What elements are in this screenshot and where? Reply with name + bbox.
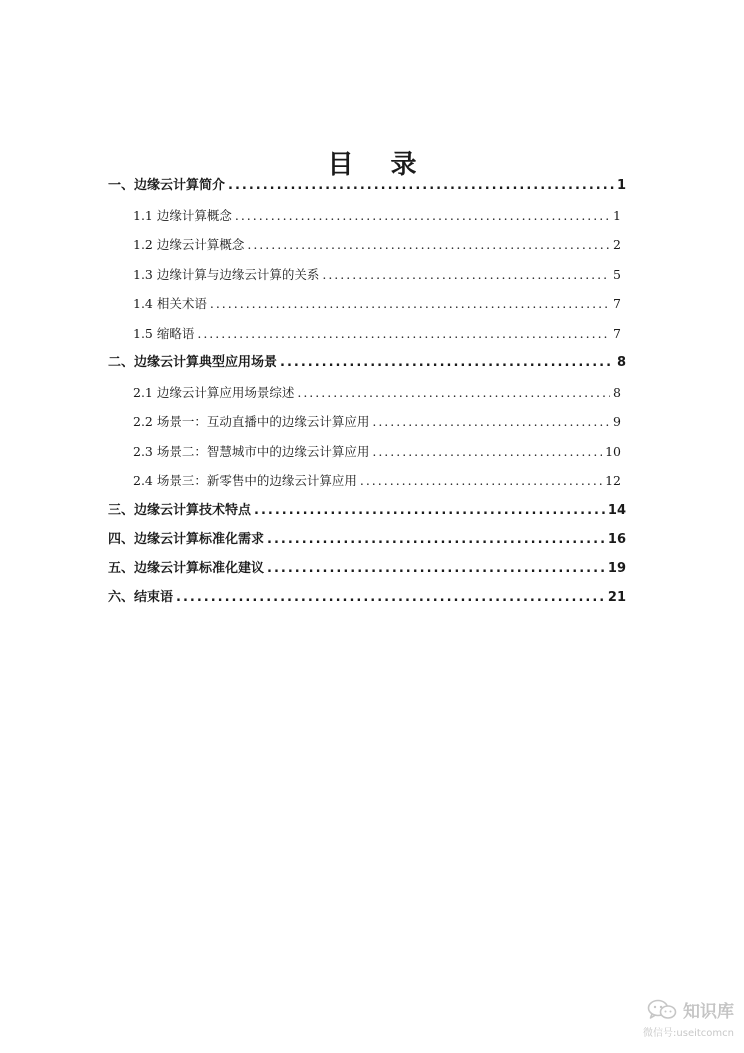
toc-leader-dots [267,528,605,552]
toc-entry[interactable] [133,292,621,316]
toc-entry[interactable] [133,233,621,257]
toc-leader-dots [280,351,614,375]
toc-entry-page: 8 [616,355,626,370]
toc-entry-page: 1 [613,208,621,223]
toc-entry[interactable] [108,586,626,610]
toc-entry[interactable] [108,499,626,523]
toc-leader-dots [235,204,610,228]
toc-entry-page: 7 [613,296,621,311]
toc-entry[interactable] [108,174,626,198]
toc-entry[interactable] [133,440,621,464]
toc-entry-text: 三、边缘云计算技术特点 [108,503,252,518]
watermark-subtitle: 微信号:useitcomcn [643,1028,734,1039]
toc-leader-dots [228,174,614,198]
toc-entry-text: 二、边缘云计算典型应用场景 [108,355,278,370]
toc-entry-page: 7 [613,326,621,341]
toc-entry[interactable] [108,528,626,552]
toc-entry-text: 2.4 场景三：新零售中的边缘云计算应用 [133,473,357,488]
toc-leader-dots [360,469,602,493]
toc-entry-page: 5 [613,267,621,282]
watermark-brand: 知识库 [683,1002,734,1022]
wechat-icon [647,999,677,1021]
toc-entry[interactable] [133,322,621,346]
toc-entry-page: 10 [605,444,621,459]
watermark [614,997,734,1039]
toc-leader-dots [197,322,610,346]
toc-entry[interactable] [133,204,621,228]
toc-entry-text: 2.3 场景二：智慧城市中的边缘云计算应用 [133,444,370,459]
toc-entry-page: 16 [607,532,626,547]
toc-entry-page: 21 [607,590,626,605]
toc-entry-text: 一、边缘云计算简介 [108,178,226,193]
toc-leader-dots [372,410,610,434]
toc-entry-page: 2 [613,237,621,252]
toc-entry-text: 1.2 边缘云计算概念 [133,237,245,252]
toc-leader-dots [254,499,605,523]
toc-entry-page: 8 [613,385,621,400]
toc-leader-dots [267,557,605,581]
toc-entry[interactable] [133,263,621,287]
toc-entry-text: 2.1 边缘云计算应用场景综述 [133,385,295,400]
toc-leader-dots [372,440,602,464]
toc-entry[interactable] [133,381,621,405]
toc-entry-text: 2.2 场景一：互动直播中的边缘云计算应用 [133,414,370,429]
toc-entry-text: 1.1 边缘计算概念 [133,208,232,223]
toc-leader-dots [297,381,610,405]
toc-entry-text: 四、边缘云计算标准化需求 [108,532,265,547]
toc-entry-text: 六、结束语 [108,590,174,605]
toc-entry[interactable] [108,557,626,581]
toc-entry-text: 1.5 缩略语 [133,326,195,341]
toc-entry-page: 12 [605,473,621,488]
toc-entry-page: 19 [607,561,626,576]
toc-entry-text: 1.4 相关术语 [133,296,207,311]
toc-leader-dots [176,586,605,610]
toc-entry[interactable] [108,351,626,375]
toc-leader-dots [247,233,610,257]
toc-entry-page: 14 [607,503,626,518]
toc-entry-text: 1.3 边缘计算与边缘云计算的关系 [133,267,320,282]
toc-entry-page: 9 [613,414,621,429]
toc-entry-text: 五、边缘云计算标准化建议 [108,561,265,576]
toc-entry[interactable] [133,410,621,434]
toc-leader-dots [322,263,610,287]
toc-entry[interactable] [133,469,621,493]
toc-leader-dots [210,292,610,316]
page-title: 目 录 [327,150,431,181]
toc-entry-page: 1 [616,178,626,193]
